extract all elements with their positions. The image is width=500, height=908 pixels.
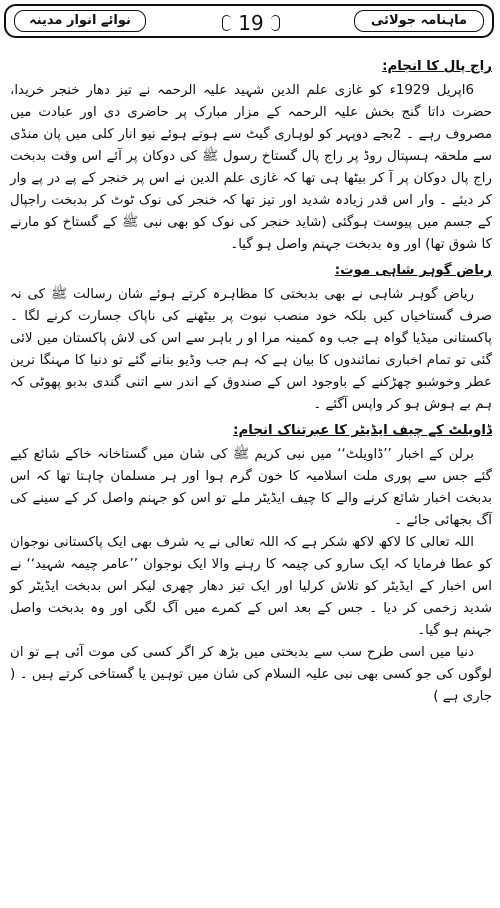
article-body: [10, 52, 492, 904]
magazine-name-box: [14, 10, 146, 32]
section-text-gohar-shahi: ریاض گوہر شاہی نے بھی بدبختی کا مظاہرہ کرتے ہوئے شان رسالت ﷺ کی نہ صرف گستاخیاں کیں بلکہ خود منصب نبوت پر بیٹھنے کی ناپاک جسارت کرنے لگا ۔ پاکستانی میڈیا گواہ ہے جب وہ کمینہ مرا او ر باہر سے اس کی لاش پاکستان میں لائی گئی تو تمام اخباری نمائندوں کا بیان ہے کہ ہم جب وڈیو بنانے گئے تو دنیا کا مہنگا ترین عطر وخوشبو چھڑکنے کے باوجود اس کے صندوق کے اندر سے اتنی گندی بدبو پھوٹی کہ ہم بے ہوش ہو کر واپس آگئے ۔: [10, 287, 492, 412]
magazine-title-box: [354, 10, 484, 32]
section-heading-gohar-shahi: ریاض گوہر شاہی موت:: [334, 263, 492, 278]
magazine-title: ماہنامہ جولائی: [370, 13, 468, 28]
page-number: 19: [228, 9, 274, 37]
section-text-amir-cheema: اللہ تعالی کا لاکھ لاکھ شکر ہے کہ اللہ تعالی نے یہ شرف بھی ایک پاکستانی نوجوان کو عطا فرمایا کہ ایک سارو کی چیمہ کا رہنے والا ایک نوجوان ’’عامر چیمہ شہید‘‘ نے اس اخبار کے ایڈیٹر کو تلاش کرلیا اور ایک تیز دھار چھری لیکر اس بدبخت ایڈیٹر کو شدید زخمی کر دیا ۔ جس کے بعد اس کے کمرے میں آگ لگی اور وہ بدبخت واصل جہنم ہو گیا۔: [10, 535, 492, 638]
section-heading-rajpal: راج پال کا انجام:: [382, 59, 492, 74]
magazine-name: نوائے انوار مدینہ: [29, 13, 131, 28]
section-text-rajpal: 6اپریل 1929ء کو غازی علم الدین شہید علیہ الرحمہ نے تیز دھار خنجر خریدا، حضرت داتا گنج بخش علیہ الرحمہ کے مزار مبارک پر حاضری دی اور عبادت میں مصروف رہے ۔ 2بجے دوپہر کو لوہاری گیٹ سے ہوتے ہوئے نیو انار کلی میں پان منڈی سے ملحقہ ہسپتال روڈ پر راج پال گستاخ رسول ﷺ کی دوکان پر آئے اس وقت بدبخت راج پال دوکان پر آ کر بیٹھا ہی تھا کہ غازی علم الدین نے اس پر خنجر کے پے در پے وار کر دیئے ۔ وار اس قدر زیادہ شدید اور تیز تھا کہ خنجر کی نوک ٹوٹ کر بدبخت راجپال کے جسم میں پیوست ہوگئی (شاید خنجر کی نوک کو بھی نبی ﷺ کے گستاخ کو مارنے کا شوق تھا) اور وہ بدبخت جہنم واصل ہو گیا۔: [10, 83, 492, 252]
page-header: [4, 4, 494, 38]
section-heading-die-welt: ڈاویلٹ کے چیف ایڈیٹر کا عبرتناک انجام:: [233, 423, 492, 438]
section-text-die-welt: برلن کے اخبار ’’ڈاویلٹ‘‘ میں نبی کریم ﷺ کی شان میں گستاخانہ خاکے شائع کیے گئے جس سے پوری ملت اسلامیہ کا خون گرم ہوا اور ہر مسلمان چاہتا تھا کہ اس بدبخت اخبار شائع کرنے والے کا چیف ایڈیٹر ملے تو اس کو جہنم واصل کر کے سینے کی آگ بجھائی جائے ۔: [10, 447, 492, 528]
section-text-conclusion: دنیا میں اسی طرح سب سے بدبختی میں بڑھ کر اگر کسی کی موت آئی ہے تو ان لوگوں کی جو کسی بھی نبی علیہ السلام کی شان میں توہین یا گستاخی کرتے ہیں ۔ ( جاری ہے ): [10, 645, 492, 704]
